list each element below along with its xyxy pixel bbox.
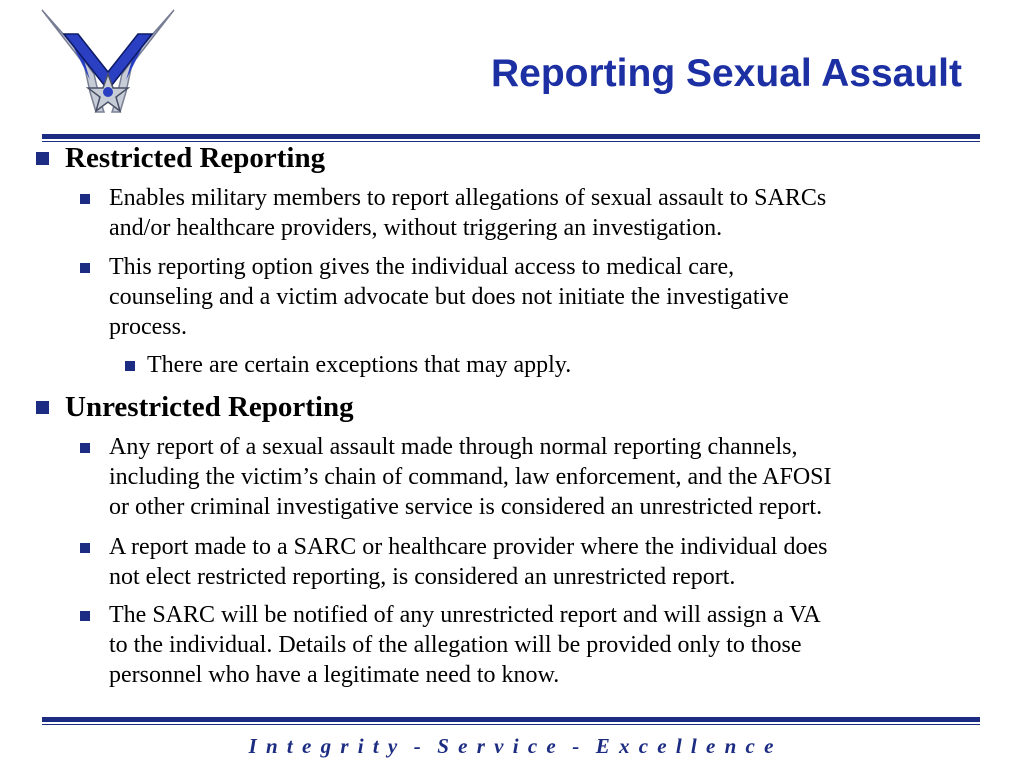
bullet-line: The SARC will be notified of any unrestricted report and will assign a VA	[109, 602, 821, 628]
section-heading: Restricted Reporting	[65, 142, 326, 174]
square-bullet-icon	[80, 443, 90, 453]
bullet-line: or other criminal investigative service is considered an unrestricted report.	[109, 494, 823, 520]
sub-bullet-text: There are certain exceptions that may apply.	[147, 352, 572, 378]
square-bullet-icon	[80, 543, 90, 553]
bullet-text	[109, 432, 832, 522]
bullet-line: not elect restricted reporting, is considered an unrestricted report.	[109, 564, 736, 590]
square-bullet-icon	[125, 361, 135, 371]
bullet-line: Enables military members to report allegations of sexual assault to SARCs	[109, 185, 827, 211]
slide-title: Reporting Sexual Assault	[491, 52, 962, 95]
bullet-line: This reporting option gives the individual access to medical care,	[109, 254, 735, 280]
bullet-text	[109, 252, 789, 342]
bullet-line: Any report of a sexual assault made through normal reporting channels,	[109, 434, 798, 460]
bullet-line: process.	[109, 314, 187, 340]
bullet-line: counseling and a victim advocate but does not initiate the investigative	[109, 284, 789, 310]
bullet-line: and/or healthcare providers, without triggering an investigation.	[109, 215, 723, 241]
bullet-text	[109, 600, 821, 690]
footer-motto: I n t e g r i t y - S e r v i c e - E x c e l l e n c e	[248, 734, 776, 758]
square-bullet-icon	[36, 152, 49, 165]
section-heading: Unrestricted Reporting	[65, 391, 354, 423]
square-bullet-icon	[80, 263, 90, 273]
square-bullet-icon	[80, 194, 90, 204]
bullet-line: personnel who have a legitimate need to know.	[109, 662, 560, 688]
bullet-line: to the individual. Details of the allegation will be provided only to those	[109, 632, 802, 658]
bullet-text	[109, 532, 827, 592]
bullet-line: A report made to a SARC or healthcare provider where the individual does	[109, 534, 828, 560]
square-bullet-icon	[80, 611, 90, 621]
bullet-text	[109, 183, 826, 243]
bullet-line: including the victim’s chain of command, law enforcement, and the AFOSI	[109, 464, 832, 490]
footer-divider	[42, 717, 980, 725]
square-bullet-icon	[36, 401, 49, 414]
